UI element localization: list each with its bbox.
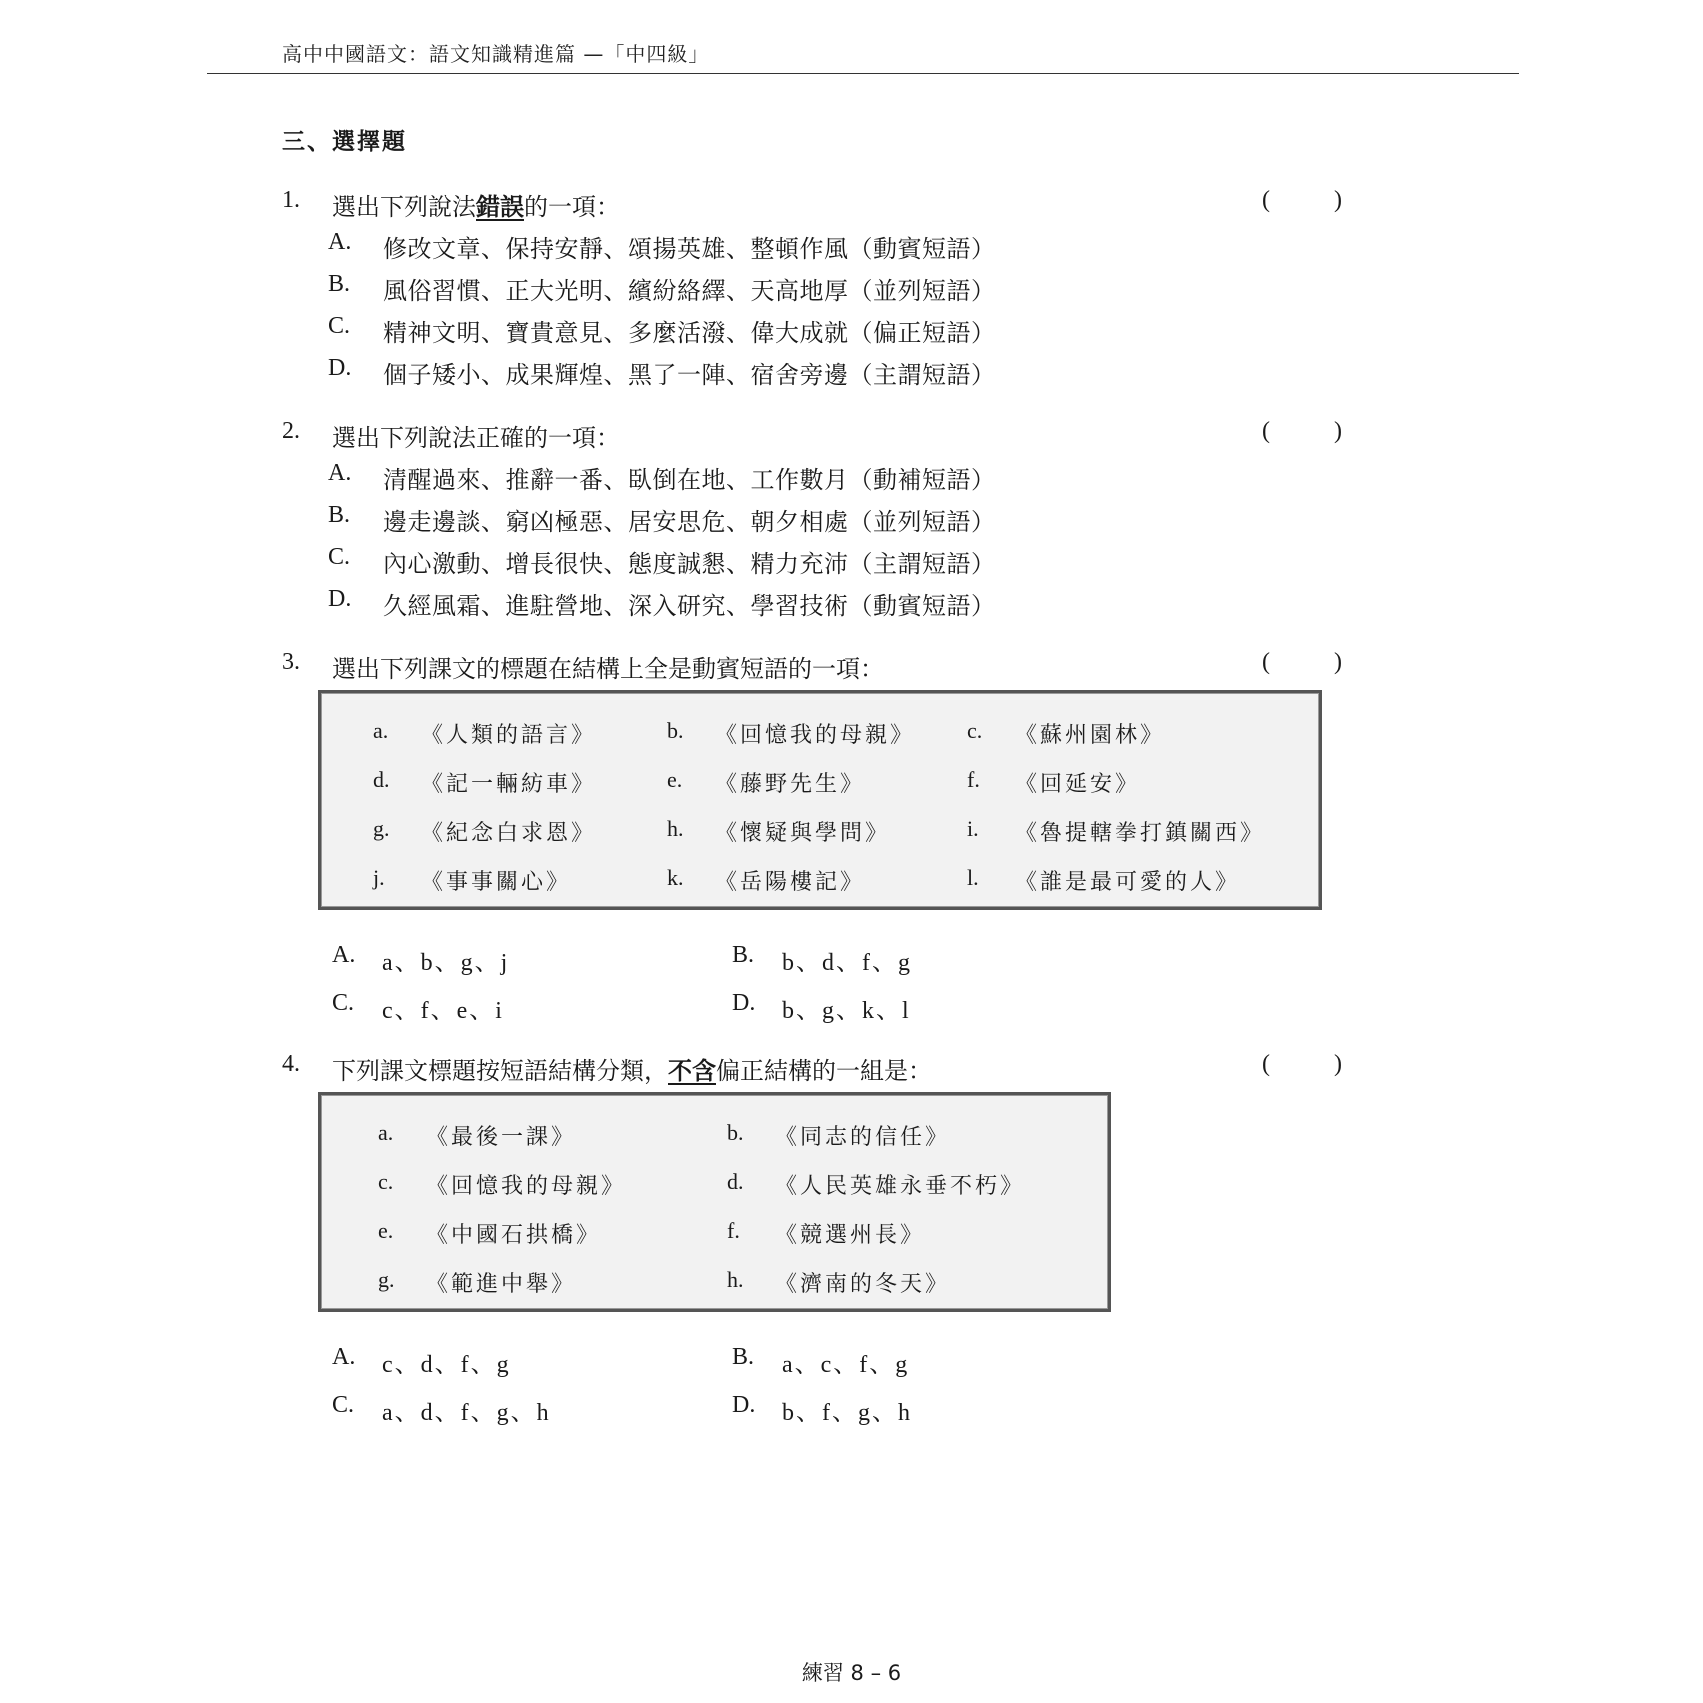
page-header: 高中中國語文：語文知識精進篇 —「中四級」 [282, 42, 710, 66]
title-box: a. 《最後一課》 b. 《同志的信任》 c. 《回憶我的母親》 d. 《人民英雄永垂不朽》 e. 《中國石拱橋》 f. 《競選州長》 g. 《範進中舉》 h. 《濟南的冬天》 [318, 1092, 1111, 1312]
question-number: 2. [282, 418, 300, 444]
question-text: 選出下列說法正確的一項： [332, 424, 620, 452]
question-text: 選出下列說法錯誤的一項： [332, 193, 620, 221]
emphasis-word: 不含 [668, 1057, 716, 1085]
question-text: 選出下列課文的標題在結構上全是動賓短語的一項： [332, 655, 884, 683]
emphasis-word: 錯誤 [476, 193, 524, 221]
question-number: 4. [282, 1051, 300, 1077]
question-number: 1. [282, 187, 300, 213]
answer-bracket[interactable]: ( ) [1262, 649, 1342, 675]
question-3 [282, 649, 1342, 681]
question-4 [282, 1051, 1342, 1083]
question-2 [282, 418, 1342, 450]
section-title: 三、選擇題 [282, 129, 407, 155]
answer-bracket[interactable]: ( ) [1262, 187, 1342, 213]
question-number: 3. [282, 649, 300, 675]
page-number: 練習 8 – 6 [801, 1661, 902, 1685]
question-1 [282, 187, 1342, 219]
answer-bracket[interactable]: ( ) [1262, 1051, 1342, 1077]
title-box: a. 《人類的語言》 b. 《回憶我的母親》 c. 《蘇州園林》 d. 《記一輛紡車》 e. 《藤野先生》 f. 《回延安》 g. 《紀念白求恩》 h. 《懷疑與學問》 i. 《魯提轄拳打鎮關西》 j. 《事事關心》 k. 《岳陽樓記》 l. 《誰是最可愛的人》 [318, 690, 1322, 910]
question-text: 下列課文標題按短語結構分類，不含偏正結構的一組是： [332, 1057, 932, 1085]
answer-bracket[interactable]: ( ) [1262, 418, 1342, 444]
header-divider [207, 73, 1519, 74]
